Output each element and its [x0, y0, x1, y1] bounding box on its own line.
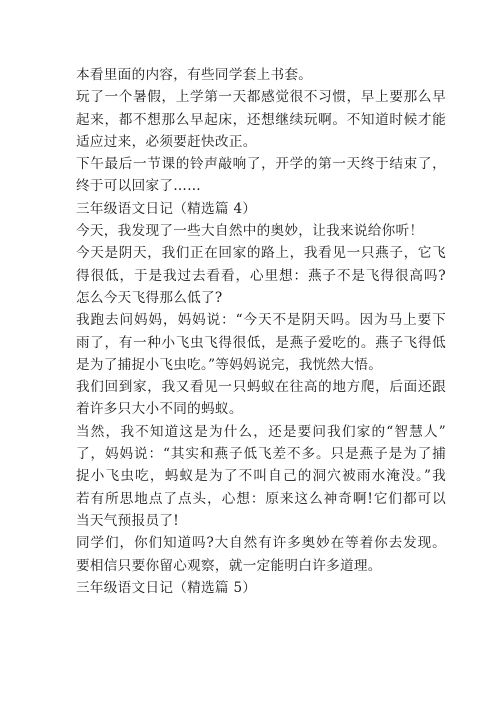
- text-line: 今天，我发现了一些大自然中的奥妙，让我来说给你听！: [76, 223, 424, 240]
- text-line: 玩了一个暑假，上学第一天都感觉很不习惯，早上要那么早: [76, 89, 446, 106]
- text-line: 终于可以回家了……: [76, 178, 202, 195]
- text-line: 怎么今天飞得那么低了?: [76, 289, 223, 306]
- text-line: 是为了捕捉小飞虫吃。”等妈妈说完，我恍然大悟。: [76, 356, 383, 373]
- text-line: 我们回到家，我又看见一只蚂蚁在往高的地方爬，后面还跟: [76, 379, 446, 396]
- text-line: 当天气预报员了!: [76, 512, 180, 529]
- text-line: 起来，都不想那么早起床，还想继续玩啊。不知道时候才能: [76, 111, 446, 128]
- text-line: 下午最后一节课的铃声敲响了，开学的第一天终于结束了，: [76, 156, 446, 173]
- text-line: 着许多只大小不同的蚂蚁。: [76, 401, 243, 418]
- text-line: 了，妈妈说：“其实和燕子低飞差不多。只是燕子是为了捕: [76, 446, 446, 463]
- text-line: 适应过来，必须要赶快改正。: [76, 133, 257, 150]
- text-line: 若有所思地点了点头，心想：原来这么神奇啊!它们都可以: [76, 490, 446, 507]
- section-heading: 三年级语文日记（精选篇 4）: [76, 200, 257, 217]
- text-line: 捉小飞虫吃，蚂蚁是为了不叫自己的洞穴被雨水淹没。”我: [76, 468, 446, 485]
- text-line: 当然，我不知道这是为什么，还是要问我们家的“智慧人”: [76, 423, 446, 440]
- document-body: [76, 64, 446, 599]
- text-line: 本看里面的内容，有些同学套上书套。: [76, 67, 313, 83]
- text-line: 今天是阴天，我们正在回家的路上，我看见一只燕子，它飞: [76, 245, 446, 262]
- text-line: 要相信只要你留心观察，就一定能明白许多道理。: [76, 557, 382, 574]
- text-line: 得很低，于是我过去看看，心里想：燕子不是飞得很高吗?: [76, 267, 446, 284]
- text-line: 同学们，你们知道吗?大自然有许多奥妙在等着你去发现。: [76, 535, 446, 552]
- section-heading: 三年级语文日记（精选篇 5）: [76, 579, 257, 596]
- text-line: 我跑去问妈妈，妈妈说：“今天不是阴天吗。因为马上要下: [76, 312, 446, 329]
- text-line: 雨了，有一种小飞虫飞得很低，是燕子爱吃的。燕子飞得低: [76, 334, 446, 351]
